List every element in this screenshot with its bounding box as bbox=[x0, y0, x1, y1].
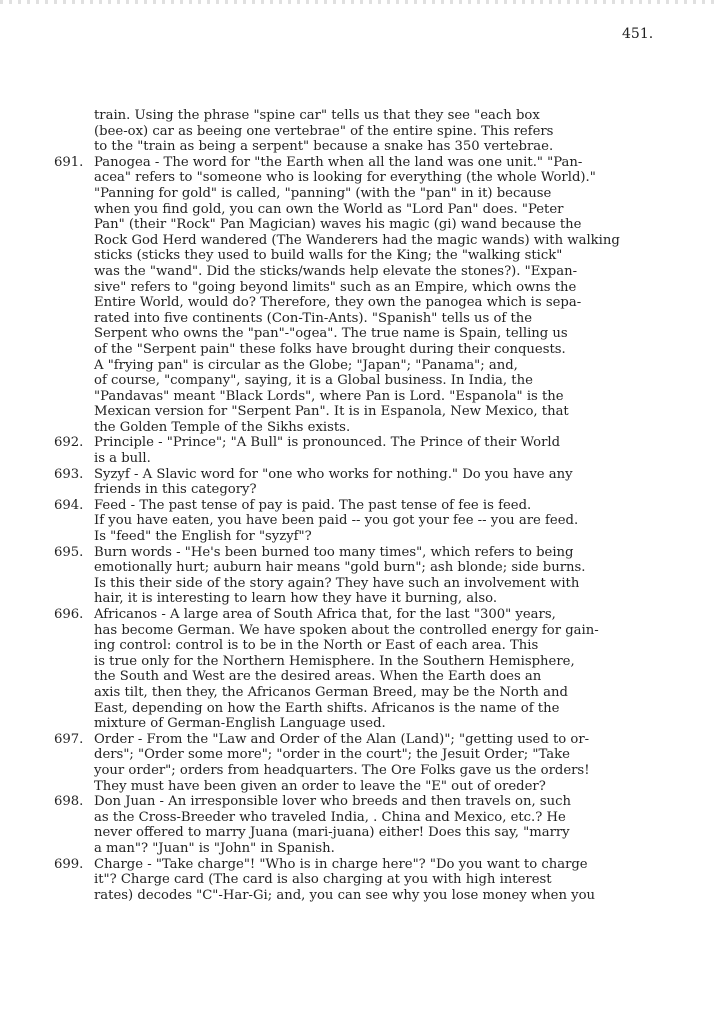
line-text: was the "wand". Did the sticks/wands help elevate the stones?). "Expan- bbox=[94, 263, 578, 279]
line-text: Panogea - The word for "the Earth when all the land was one unit." "Pan- bbox=[94, 154, 583, 170]
text-line bbox=[54, 451, 654, 467]
text-line bbox=[54, 607, 654, 623]
line-text: rated into five continents (Con-Tin-Ants). "Spanish" tells us of the bbox=[94, 310, 533, 326]
line-text: axis tilt, then they, the Africanos German Breed, may be the North and bbox=[94, 684, 568, 700]
text-line bbox=[54, 623, 654, 639]
document-body bbox=[54, 108, 654, 903]
line-text: it"? Charge card (The card is also charging at you with high interest bbox=[94, 872, 552, 888]
text-line bbox=[54, 763, 654, 779]
item-number: 695. bbox=[54, 544, 84, 560]
text-line bbox=[54, 248, 654, 264]
line-text: when you find gold, you can own the World as "Lord Pan" does. "Peter bbox=[94, 201, 564, 217]
line-text: Syzyf - A Slavic word for "one who works for nothing." Do you have any bbox=[94, 466, 573, 482]
item-number: 694. bbox=[54, 497, 84, 513]
item-number: 698. bbox=[54, 794, 84, 810]
text-line bbox=[54, 545, 654, 561]
line-text: They must have been given an order to leave the "E" out of oreder? bbox=[94, 778, 546, 794]
line-text: sive" refers to "going beyond limits" such as an Empire, which owns the bbox=[94, 279, 577, 295]
text-line bbox=[54, 529, 654, 545]
text-line bbox=[54, 779, 654, 795]
text-line bbox=[54, 794, 654, 810]
line-text: acea" refers to "someone who is looking for everything (the whole World)." bbox=[94, 170, 596, 186]
line-text: sticks (sticks they used to build walls for the King; the "walking stick" bbox=[94, 248, 563, 264]
line-text: mixture of German-English Language used. bbox=[94, 716, 386, 732]
line-text: Order - From the "Law and Order of the Alan (Land)"; "getting used to or- bbox=[94, 731, 590, 747]
line-text: Charge - "Take charge"! "Who is in charge here"? "Do you want to charge bbox=[94, 856, 588, 872]
line-text: Mexican version for "Serpent Pan". It is in Espanola, New Mexico, that bbox=[94, 404, 569, 420]
line-text: hair, it is interesting to learn how they have it burning, also. bbox=[94, 591, 498, 607]
line-text: Pan" (their "Rock" Pan Magician) waves his magic (gi) wand because the bbox=[94, 217, 582, 233]
text-line bbox=[54, 435, 654, 451]
line-text: of course, "company", saying, it is a Global business. In India, the bbox=[94, 373, 533, 389]
line-text: Is this their side of the story again? They have such an involvement with bbox=[94, 575, 580, 591]
text-line bbox=[54, 825, 654, 841]
text-line bbox=[54, 342, 654, 358]
line-text: is true only for the Northern Hemisphere. In the Southern Hemisphere, bbox=[94, 653, 575, 669]
line-text: the South and West are the desired areas. When the Earth does an bbox=[94, 669, 542, 685]
line-text: Africanos - A large area of South Africa that, for the last "300" years, bbox=[94, 607, 556, 622]
text-line bbox=[54, 498, 654, 514]
text-line bbox=[54, 732, 654, 748]
text-line bbox=[54, 701, 654, 717]
line-text: train. Using the phrase "spine car" tells us that they see "each box bbox=[94, 108, 540, 123]
line-text: of the "Serpent pain" these folks have brought during their conquests. bbox=[94, 341, 566, 357]
line-text: Principle - "Prince"; "A Bull" is pronounced. The Prince of their World bbox=[94, 435, 561, 451]
item-number: 691. bbox=[54, 154, 84, 170]
text-line bbox=[54, 108, 654, 124]
text-line bbox=[54, 654, 654, 670]
line-text: Burn words - "He's been burned too many times", which refers to being bbox=[94, 544, 574, 560]
text-line bbox=[54, 513, 654, 529]
line-text: emotionally hurt; auburn hair means "gold burn"; ash blonde; side burns. bbox=[94, 560, 586, 576]
text-line bbox=[54, 685, 654, 701]
text-line bbox=[54, 872, 654, 888]
line-text: as the Cross-Breeder who traveled India, . China and Mexico, etc.? He bbox=[94, 809, 566, 825]
text-line bbox=[54, 139, 654, 155]
text-line bbox=[54, 747, 654, 763]
text-line bbox=[54, 576, 654, 592]
text-line bbox=[54, 217, 654, 233]
text-line bbox=[54, 857, 654, 873]
text-line bbox=[54, 389, 654, 405]
line-text: the Golden Temple of the Sikhs exists. bbox=[94, 419, 351, 435]
text-line bbox=[54, 560, 654, 576]
line-text: rates) decodes "C"-Har-Gi; and, you can see why you lose money when you bbox=[94, 887, 596, 903]
text-line bbox=[54, 155, 654, 171]
item-number: 693. bbox=[54, 466, 84, 482]
text-line bbox=[54, 467, 654, 483]
line-text: a man"? "Juan" is "John" in Spanish. bbox=[94, 840, 335, 856]
line-text: East, depending on how the Earth shifts. Africanos is the name of the bbox=[94, 700, 560, 716]
line-text: Don Juan - An irresponsible lover who breeds and then travels on, such bbox=[94, 794, 571, 810]
text-line bbox=[54, 482, 654, 498]
line-text: friends in this category? bbox=[94, 482, 257, 498]
text-line bbox=[54, 124, 654, 140]
line-text: (bee-ox) car as beeing one vertebrae" of the entire spine. This refers bbox=[94, 123, 554, 139]
line-text: Rock God Herd wandered (The Wanderers had the magic wands) with walking bbox=[94, 232, 620, 248]
text-line bbox=[54, 202, 654, 218]
page-number: 451. bbox=[622, 26, 654, 42]
text-line bbox=[54, 264, 654, 280]
item-number: 697. bbox=[54, 731, 84, 747]
text-line bbox=[54, 810, 654, 826]
text-line bbox=[54, 404, 654, 420]
text-line bbox=[54, 373, 654, 389]
text-line bbox=[54, 358, 654, 374]
text-line bbox=[54, 233, 654, 249]
text-line bbox=[54, 841, 654, 857]
line-text: is a bull. bbox=[94, 451, 151, 467]
line-text: A "frying pan" is circular as the Globe; "Japan"; "Panama"; and, bbox=[94, 357, 518, 373]
text-line bbox=[54, 295, 654, 311]
text-line bbox=[54, 311, 654, 327]
line-text: to the "train as being a serpent" because a snake has 350 vertebrae. bbox=[94, 139, 554, 155]
line-text: your order"; orders from headquarters. The Ore Folks gave us the orders! bbox=[94, 762, 590, 778]
item-number: 699. bbox=[54, 856, 84, 872]
item-number: 696. bbox=[54, 607, 84, 622]
item-number: 692. bbox=[54, 435, 84, 451]
text-line bbox=[54, 888, 654, 904]
line-text: has become German. We have spoken about the controlled energy for gain- bbox=[94, 622, 599, 638]
text-line bbox=[54, 591, 654, 607]
line-text: Is "feed" the English for "syzyf"? bbox=[94, 529, 312, 545]
line-text: Entire World, would do? Therefore, they own the panogea which is sepa- bbox=[94, 295, 582, 311]
scan-edge-noise bbox=[0, 0, 720, 4]
text-line bbox=[54, 280, 654, 296]
text-line bbox=[54, 326, 654, 342]
line-text: "Pandavas" meant "Black Lords", where Pan is Lord. "Espanola" is the bbox=[94, 388, 564, 404]
line-text: ing control: control is to be in the North or East of each area. This bbox=[94, 638, 539, 654]
line-text: If you have eaten, you have been paid -- you got your fee -- you are feed. bbox=[94, 513, 579, 529]
text-line bbox=[54, 638, 654, 654]
line-text: "Panning for gold" is called, "panning" (with the "pan" in it) because bbox=[94, 185, 552, 201]
text-line bbox=[54, 669, 654, 685]
text-line bbox=[54, 716, 654, 732]
text-line bbox=[54, 420, 654, 436]
text-line bbox=[54, 170, 654, 186]
line-text: ders"; "Order some more"; "order in the court"; the Jesuit Order; "Take bbox=[94, 747, 570, 763]
text-line bbox=[54, 186, 654, 202]
line-text: Serpent who owns the "pan"-"ogea". The true name is Spain, telling us bbox=[94, 326, 568, 342]
line-text: Feed - The past tense of pay is paid. The past tense of fee is feed. bbox=[94, 497, 532, 513]
line-text: never offered to marry Juana (mari-juana) either! Does this say, "marry bbox=[94, 825, 570, 841]
